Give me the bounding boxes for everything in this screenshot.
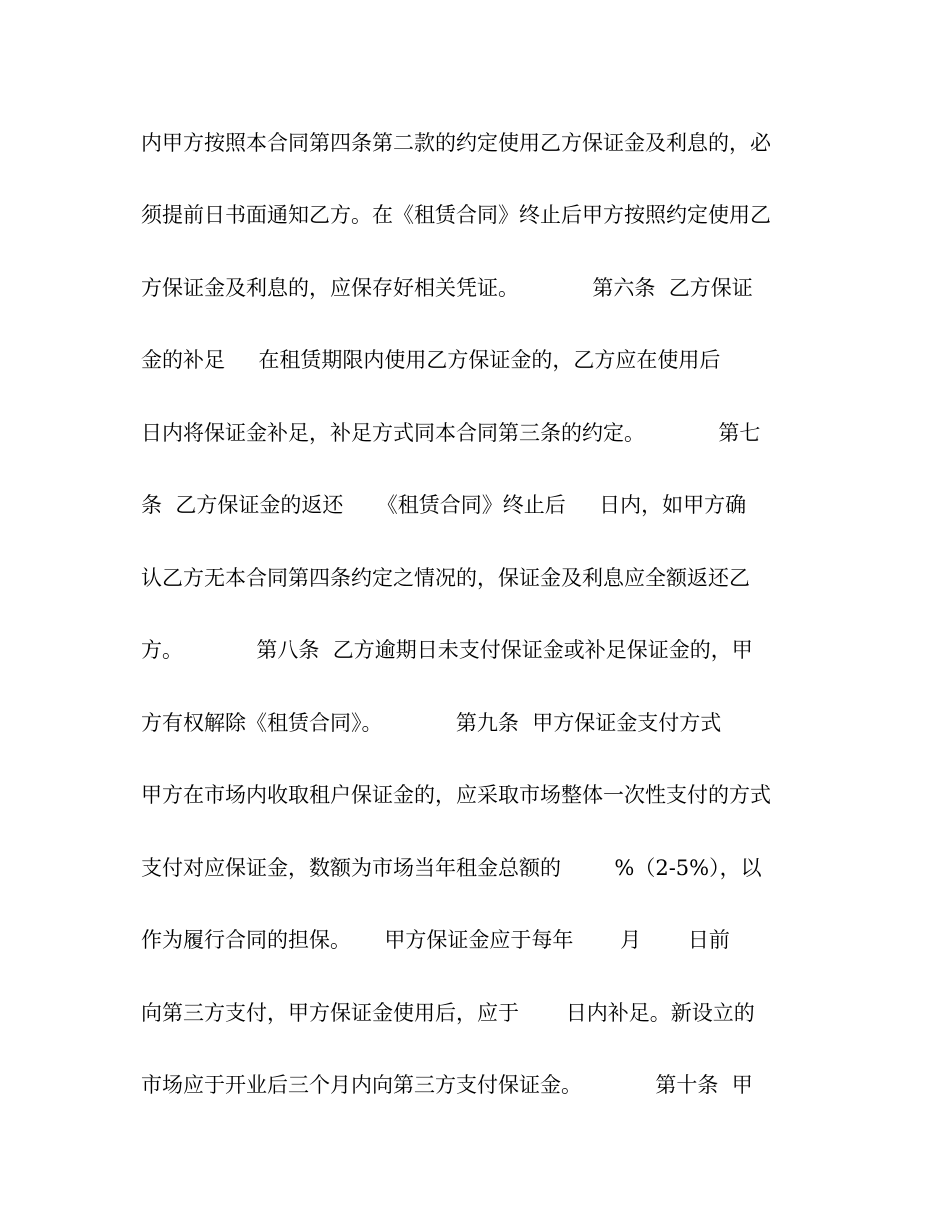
- text-line-6: 条 乙方保证金的返还 《租赁合同》终止后 日内，如甲方确: [141, 493, 747, 517]
- text-line-10: 甲方在市场内收取租户保证金的，应采取市场整体一次性支付的方式: [141, 783, 771, 807]
- text-line-5: 日内将保证金补足，补足方式同本合同第三条的约定。 第七: [141, 421, 761, 445]
- text-line-13: 向第三方支付，甲方保证金使用后，应于 日内补足。新设立的: [141, 1001, 755, 1025]
- text-line-4: 金的补足 在租赁期限内使用乙方保证金的，乙方应在使用后: [141, 348, 721, 372]
- text-line-3: 方保证金及利息的，应保存好相关凭证。 第六条 乙方保证: [141, 276, 753, 300]
- text-line-9: 方有权解除《租赁合同》。 第九条 甲方保证金支付方式: [141, 711, 722, 735]
- text-line-1: 内甲方按照本合同第四条第二款的约定使用乙方保证金及利息的，必: [141, 131, 771, 155]
- text-line-7: 认乙方无本合同第四条约定之情况的，保证金及利息应全额返还乙: [141, 566, 750, 590]
- text-line-11: 支付对应保证金，数额为市场当年租金总额的 %（2-5%），以: [141, 856, 762, 880]
- text-line-2: 须提前日书面通知乙方。在《租赁合同》终止后甲方按照约定使用乙: [141, 203, 771, 227]
- text-line-12: 作为履行合同的担保。 甲方保证金应于每年 月 日前: [141, 928, 730, 952]
- text-line-14: 市场应于开业后三个月内向第三方支付保证金。 第十条 甲: [141, 1073, 753, 1097]
- text-line-8: 方。 第八条 乙方逾期日未支付保证金或补足保证金的，甲: [141, 638, 753, 662]
